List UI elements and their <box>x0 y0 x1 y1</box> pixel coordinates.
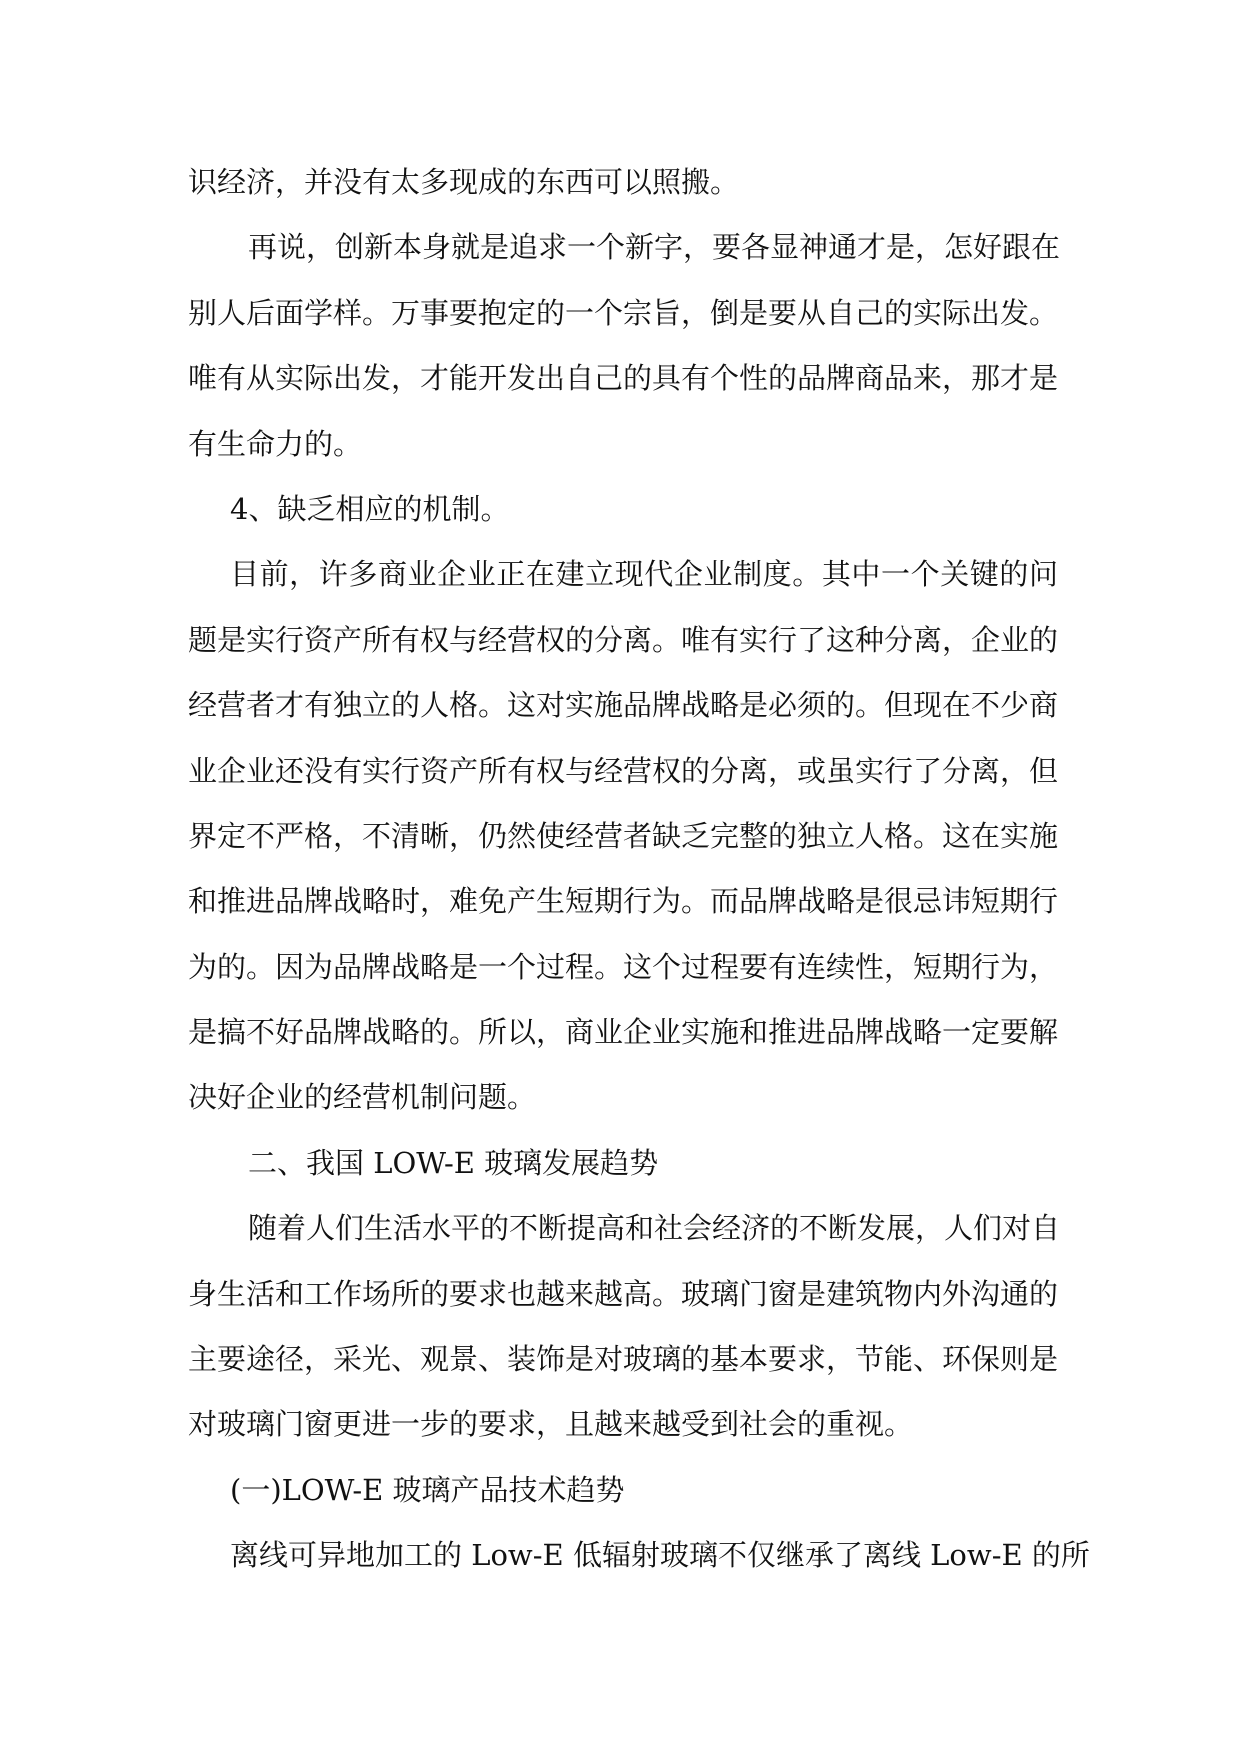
text-line: 识经济，并没有太多现成的东西可以照搬。 <box>188 165 740 199</box>
text-line: 4、缺乏相应的机制。 <box>230 491 510 526</box>
text-line: 主要途径，采光、观景、装饰是对玻璃的基本要求，节能、环保则是 <box>188 1342 1059 1377</box>
text-line: (一)LOW-E 玻璃产品技术趋势 <box>230 1472 625 1507</box>
text-line: 离线可异地加工的 Low-E 低辐射玻璃不仅继承了离线 Low-E 的所 <box>230 1538 1090 1573</box>
text-line: 二、我国 LOW-E 玻璃发展趋势 <box>248 1145 659 1180</box>
text-line: 随着人们生活水平的不断提高和社会经济的不断发展，人们对自 <box>248 1211 1061 1246</box>
text-line: 唯有从实际出发，才能开发出自己的具有个性的品牌商品来，那才是 <box>188 361 1059 396</box>
text-line: 再说，创新本身就是追求一个新字，要各显神通才是，怎好跟在 <box>248 230 1061 265</box>
text-line: 身生活和工作场所的要求也越来越高。玻璃门窗是建筑物内外沟通的 <box>188 1276 1059 1311</box>
text-line: 题是实行资产所有权与经营权的分离。唯有实行了这种分离，企业的 <box>188 622 1059 657</box>
text-line: 经营者才有独立的人格。这对实施品牌战略是必须的。但现在不少商 <box>188 688 1059 723</box>
text-line: 决好企业的经营机制问题。 <box>188 1080 537 1115</box>
document-body <box>188 150 1090 1589</box>
text-line: 对玻璃门窗更进一步的要求，且越来越受到社会的重视。 <box>188 1407 914 1442</box>
text-line: 目前，许多商业企业正在建立现代企业制度。其中一个关键的问 <box>230 557 1058 592</box>
text-line: 有生命力的。 <box>188 426 363 461</box>
text-line: 别人后面学样。万事要抱定的一个宗旨，倒是要从自己的实际出发。 <box>188 295 1059 330</box>
text-line: 界定不严格，不清晰，仍然使经营者缺乏完整的独立人格。这在实施 <box>188 818 1059 853</box>
text-line: 为的。因为品牌战略是一个过程。这个过程要有连续性，短期行为， <box>188 949 1059 984</box>
text-line: 是搞不好品牌战略的。所以，商业企业实施和推进品牌战略一定要解 <box>188 1015 1059 1050</box>
text-line: 和推进品牌战略时，难免产生短期行为。而品牌战略是很忌讳短期行 <box>188 884 1059 919</box>
text-line: 业企业还没有实行资产所有权与经营权的分离，或虽实行了分离，但 <box>188 753 1059 788</box>
